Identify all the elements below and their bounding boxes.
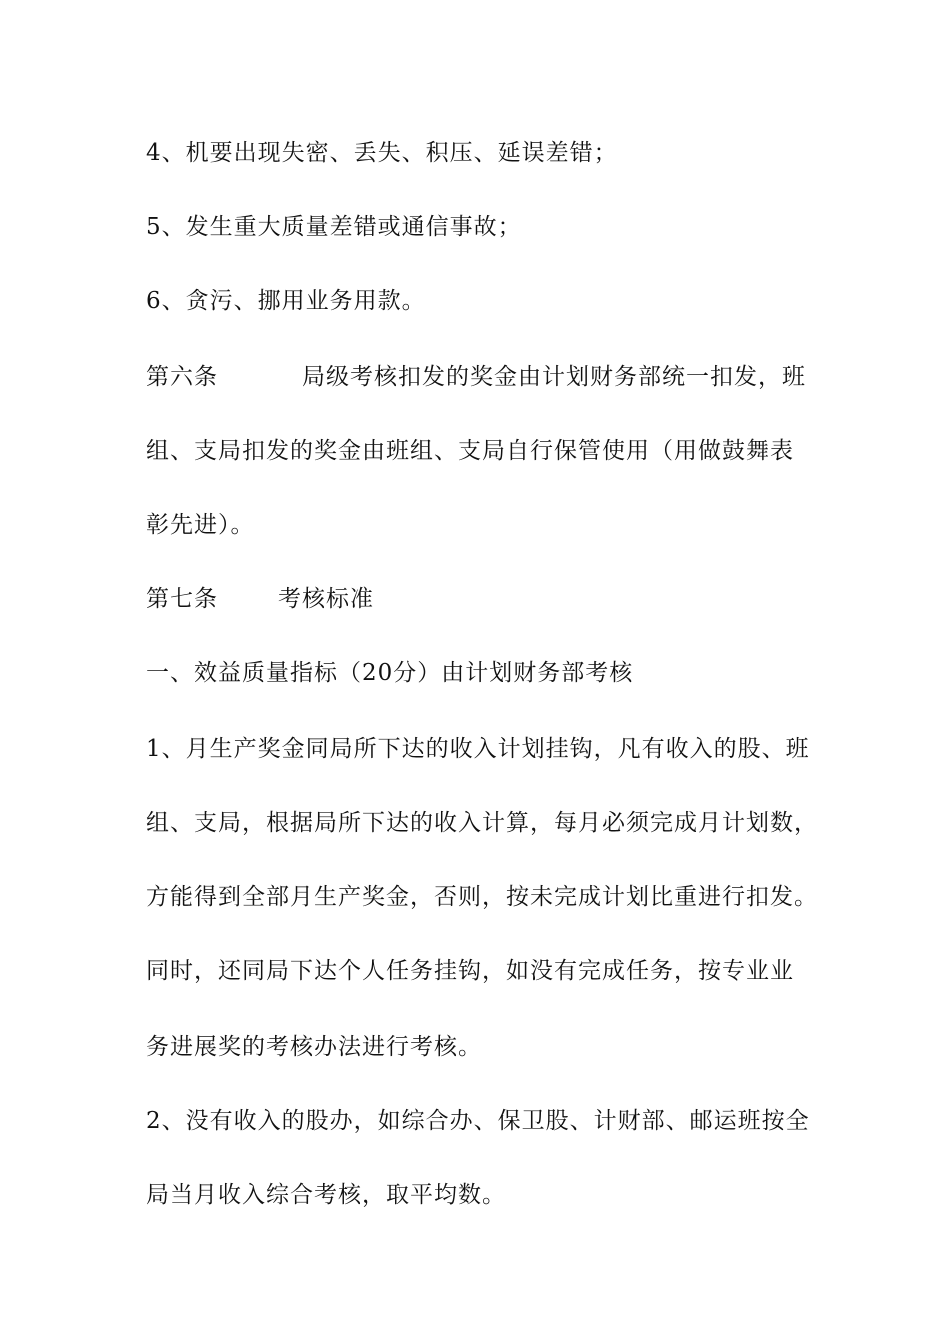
text-line-11: 方能得到全部月生产奖金，否则，按未完成计划比重进行扣发。 bbox=[146, 884, 818, 910]
article-6-line bbox=[146, 362, 836, 392]
article-7-line bbox=[146, 584, 836, 614]
text-line-8: 一、效益质量指标（20分）由计划财务部考核 bbox=[146, 660, 634, 686]
text-line-5: 组、支局扣发的奖金由班组、支局自行保管使用（用做鼓舞表 bbox=[146, 438, 794, 464]
text-line-10: 组、支局，根据局所下达的收入计算，每月必须完成月计划数， bbox=[146, 810, 818, 836]
text-line-1: 4、机要出现失密、丢失、积压、延误差错； bbox=[146, 140, 618, 166]
text-line-2: 5、发生重大质量差错或通信事故； bbox=[146, 214, 522, 240]
article-6-label: 第六条 bbox=[146, 364, 218, 390]
text-line-15: 局当月收入综合考核，取平均数。 bbox=[146, 1182, 506, 1208]
text-line-3: 6、贪污、挪用业务用款。 bbox=[146, 288, 426, 314]
article-6-text: 局级考核扣发的奖金由计划财务部统一扣发，班 bbox=[302, 364, 806, 390]
text-line-9: 1、月生产奖金同局所下达的收入计划挂钩，凡有收入的股、班 bbox=[146, 736, 810, 762]
text-line-14: 2、没有收入的股办，如综合办、保卫股、计财部、邮运班按全 bbox=[146, 1108, 810, 1134]
text-line-13: 务进展奖的考核办法进行考核。 bbox=[146, 1034, 482, 1060]
article-7-label: 第七条 bbox=[146, 586, 218, 612]
article-7-text: 考核标准 bbox=[278, 586, 374, 612]
text-line-12: 同时，还同局下达个人任务挂钩，如没有完成任务，按专业业 bbox=[146, 958, 794, 984]
text-line-6: 彰先进）。 bbox=[146, 512, 255, 538]
